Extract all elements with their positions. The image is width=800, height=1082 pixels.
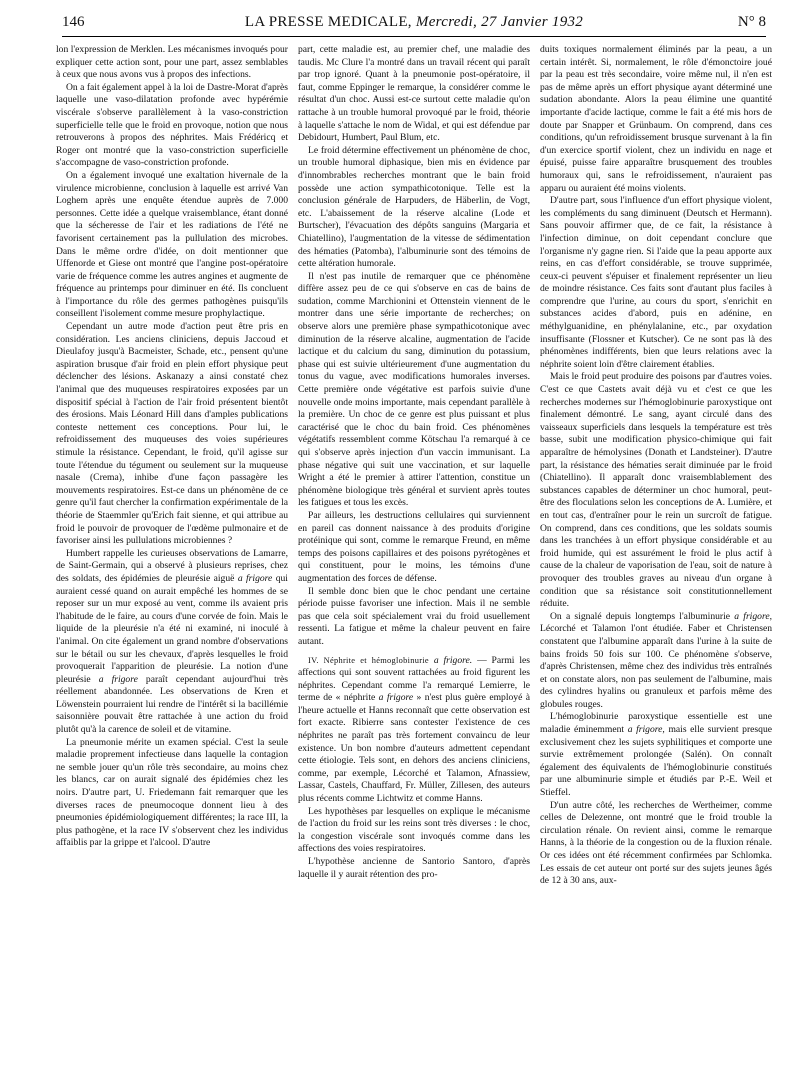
paragraph: On a également invoqué une exaltation hivernale de la virulence microbienne, conclusion à laquelle est arrivé Van Loghem après une enquête étendue auprès de 7.000 personnes. Cette idée a quelque vraisemblance, étant donné que la sécheresse de l'air et les radiations de l'été ne favorisent certainement pas la pullulation des microbes. Dans le même ordre d'idée, on doit mentionner que Uffenorde et Giese ont montré que l'angine post-opératoire varie de fréquence comme les autres angines et augmente de fréquence au printemps pour diminuer en été. Ils concluent à l'importance du rôle des germes pathogènes puisqu'ils conseillent l'isolement comme mesure prophylactique. (56, 169, 288, 320)
column-1 (56, 44, 288, 1072)
paragraph: Il semble donc bien que le choc pendant une certaine période puisse favoriser une infection. Mais il ne semble pas que cela soit spécialement vrai du froid usuellement ressenti. La fatigue et même la chaleur peuvent en faire autant. (298, 585, 530, 647)
paragraph: Cependant un autre mode d'action peut être pris en considération. Les anciens cliniciens, depuis Jaccoud et Dieulafoy jusqu'à Bacmeister, Schade, etc., pensent qu'une aspiration brusque d'air froid en plein effort physique peut déclencher des lésions. Askanazy a ainsi constaté chez l'animal que des muqueuses respiratoires exposées par un dispositif spécial à l'action de l'air froid présentent bientôt des érosions. Mais Léonard Hill dans d'amples publications conteste nettement ces conceptions. Pour lui, le refroidissement des muqueuses des voies supérieures stimule la résistance. Cependant, le froid, qu'il agisse sur toute l'étendue du tégument ou seulement sur la muqueuse nasale (Crema), inhibe d'une façon passagère les mouvements respiratoires. Est-ce dans un phénomène de ce genre qu'il faut chercher la confirmation expérimentale de la théorie de Staemmler qu'Erich fait sienne, et qui attribue au froid le pouvoir de provoquer de l'œdème pulmonaire et de favoriser ainsi les pullulations microbiennes ? (56, 321, 288, 547)
paragraph: part, cette maladie est, au premier chef, une maladie des taudis. Mc Clure l'a montré dans un travail récent qui paraît par trop ignoré. Quant à la pneumonie post-opératoire, il faut, comme Eppinger le remarque, la considérer comme le résultat d'un choc. Aussi est-ce surtout cette maladie qu'on rattache à un trouble humoral provoqué par le froid, théorie à laquelle s'attache le nom de Widal, et qui est défendue par Debidourt, Humbert, Paul Blum, etc. (298, 44, 530, 144)
paragraph: Les hypothèses par lesquelles on explique le mécanisme de l'action du froid sur les reins sont très diverses : le choc, la congestion viscérale sont invoqués comme dans les affections des voies respiratoires. (298, 805, 530, 855)
paragraph: On a signalé depuis longtemps l'albuminurie a frigore, Lécorché et Talamon l'ont étudiée. Faber et Christensen constatent que l'albumine apparaît dans l'urine à la suite de bains froids 50 fois sur 100. Ce phénomène s'observe, d'après Christensen, même chez des individus très entraînés et on constate alors, non pas seulement de l'albumine, mais des cylindres hyalins ou granuleux et parfois même des globules rouges. (540, 610, 772, 710)
paragraph: La pneumonie mérite un examen spécial. C'est la seule maladie proprement infectieuse dans laquelle la contagion ne semble jouer qu'un rôle très secondaire, au moins chez les blancs, car on aurait signalé des épidémies chez les noirs. D'autre part, U. Friedemann fait remarquer que les diverses races de pneumocoque donnent lieu à des pneumonies épidémiologiquement différentes; la race III, la plus pathogène, et la race IV s'observent chez les individus affaiblis par la grippe et l'alcool. D'autre (56, 736, 288, 849)
issue-date: Mercredi, 27 Janvier 1932 (415, 14, 584, 30)
issue-number: N° 8 (737, 14, 766, 30)
article-body (56, 44, 772, 1072)
journal-name: LA PRESSE MEDICALE, (244, 14, 412, 30)
paragraph: D'un autre côté, les recherches de Wertheimer, comme celles de Delezenne, ont montré que le froid trouble la circulation rénale. On revient ainsi, comme le remarque Hanns, à la théorie de la congestion ou de la fluxion rénale. Or ces idées ont été récemment confirmées par Schlomka. Les essais de cet auteur ont porté sur des sujets jeunes âgés de 12 à 30 ans, aux- (540, 799, 772, 887)
column-3 (540, 44, 772, 1072)
paragraph: Le froid détermine effectivement un phénomène de choc, un trouble humoral diphasique, bien mis en évidence par d'innombrables recherches montrant que le bain froid possède une action sympathicotonique. Telle est la conclusion générale de Harpuders, de Häberlin, de Vogt, etc. L'abaissement de la réserve alcaline (Lode et Burtscher), l'évacuation des dépôts sanguins (Margaria et Chiatellino), l'augmentation de la vitesse de sédimentation des hématies (Patomba), l'albuminurie sont des témoins de cette altération humorale. (298, 144, 530, 270)
paragraph: On a fait également appel à la loi de Dastre-Morat d'après laquelle une vaso-dilatation profonde avec hypérémie viscérale s'observe parallèlement à la vaso-constriction superficielle telle que le froid en provoque, notion que nous retrouverons à propos des néphrites. Mais Frédéricq et Roger ont montré que la vaso-constriction superficielle s'accompagne de vaso-constriction profonde. (56, 81, 288, 169)
column-2 (298, 44, 530, 1072)
paragraph: L'hypothèse ancienne de Santorio Santoro, d'après laquelle il y aurait rétention des pro- (298, 856, 530, 880)
page-number: 146 (62, 14, 85, 30)
running-title (62, 14, 766, 31)
paragraph: Humbert rappelle les curieuses observations de Lamarre, de Saint-Germain, qui a observé à plusieurs reprises, chez des soldats, des épidémies de pleurésie aiguë a frigore qui auraient cessé quand on aurait empêché les hommes de se reposer sur un mur exposé au vent, comme ils avaient pris l'habitude de le faire, au cours d'une corvée de foin. Mais le liquide de la pleurésie n'a été ni examiné, ni inoculé à l'animal. On cite également un grand nombre d'observations sur le bétail ou sur les chevaux, d'après lesquelles le froid provoquerait l'apparition de pleurésie. La notion d'une pleurésie a frigore paraît cependant aujourd'hui très réellement abandonnée. Les observations de Kren et Löwenstein pourraient lui rendre de l'intérêt si la bacillémie saisonnière pouvait être rattachée à une action du froid plutôt qu'à la carence de soleil et de vitamine. (56, 547, 288, 736)
paragraph: lon l'expression de Merklen. Les mécanismes invoqués pour expliquer cette action sont, pour une part, assez semblables à ceux que nous avons vus à propos des infections. (56, 44, 288, 81)
paragraph: Mais le froid peut produire des poisons par d'autres voies. C'est ce que Castets avait déjà vu et c'est ce que les recherches modernes sur l'hémoglobinurie paroxystique ont finalement démontré. Le sang, ayant circulé dans des vaisseaux superficiels dans lesquels la température est très basse, subit une modification physico-chimique qui fait apparaître de hémolysines (Donath et Landsteiner). D'autre part, la résistance des hématies serait diminuée par le froid (Chiatellino). Il apparaît donc vraisemblablement des substances capables de déterminer un choc humoral, peut-être des floculations selon les conceptions de A. Lumière, et en tout cas, d'entraîner pour le rein un surcroît de fatigue. On comprend, dans ces conditions, que les soldats soumis dans les tranchées à un effort physique considérable et au froid humide, qui est assurément le froid le plus actif à cause de la chaleur de vaporisation de l'eau, soit de nature à provoquer des troubles graves au niveau d'un organe à condition que sa résistance soit constitutionnellement réduite. (540, 371, 772, 610)
paragraph: duits toxiques normalement éliminés par la peau, a un certain intérêt. Si, normalement, le rôle d'émonctoire joué par la peau est très secondaire, voire même nul, il n'en est pas de même après un effort physique ayant déterminé une sudation abondante. Alors la peau élimine une quantité importante d'acide lactique, comme le fait a été mis hors de doute par Snapper et Grünbaum. On comprend, dans ces conditions, qu'un refroidissement brusque survenant à la fin d'un exercice sportif violent, chez un individu en nage et épuisé, puisse faire apparaître brusquement des troubles humoraux qui, sans le refroidissement, n'auraient pas apparu ou auraient été moins violents. (540, 44, 772, 194)
paragraph: Il n'est pas inutile de remarquer que ce phénomène diffère assez peu de ce qui s'observe en cas de bains de sudation, comme Marchionini et Ottenstein viennent de le montrer dans une série importante de recherches; on observe alors une première phase sympathicotonique avec diminution de la réserve alcaline, augmentation de l'acide lactique et du calcium du sang, diminution du potassium, phase qui est suivie ultérieurement d'une augmentation du tonus du vague, avec modifications humorales inverses. Cette première onde végétative est parfois suivie d'une nouvelle onde moins importante, mais cependant parallèle à la première. Un choc de ce genre est plus puissant et plus caractérisé que le choc du bain froid. Ces phénomènes végétatifs ressemblent comme Kötschau l'a remarqué à ce qui s'observe après injection d'un vaccin immunisant. La phase négative qui suit une vaccination, et sur laquelle Wright a été le premier à attirer l'attention, constitue un phénomène biologique très général et survient après toutes les fatigues et tous les excès. (298, 270, 530, 509)
page-header (62, 14, 766, 37)
section-heading-paragraph: IV. Néphrite et hémoglobinurie a frigore. — Parmi les affections qui sont souvent rattachées au froid figurent les néphrites. Cependant comme l'a remarqué Lemierre, le terme de « néphrite a frigore » n'est plus guère employé à l'heure actuelle et Hanns reconnaît que cette observation est fort exacte. Ribierre sans contester l'existence de ces néphrites ne paraît pas très fortement convaincu de leur existence. Un bon nombre d'auteurs admettent cependant cette étiologie. Tels sont, en dehors des anciens cliniciens, comme, par exemple, Lécorché et Talamon, Afnassiew, Lassar, Castels, Chauffard, Fr. Müller, Zillesen, des auteurs plus récents comme Lichtwitz et comme Hanns. (298, 654, 530, 805)
paragraph: D'autre part, sous l'influence d'un effort physique violent, les compléments du sang diminuent (Deutsch et Hermann). Sans pouvoir affirmer que, de ce fait, la résistance à l'infection diminue, on doit cependant conclure que l'organisme n'y gagne rien. Si l'aide que la peau apporte aux reins, en cas d'effort considérable, se trouve supprimée, ceux-ci peuvent s'épuiser et finalement représenter un lieu de moindre résistance. Ces faits sont d'autant plus faciles à comprendre que l'urine, au cours du sport, s'enrichit en substances acides d'abord, puis en adénine, en méthylguanidine, en phénylalanine, etc., par oxydation insuffisante (Flossner et Kutscher). Ce ne sont pas là des phénomènes indifférents, bien que leurs relations avec la néphrite soient loin d'être clairement établies. (540, 195, 772, 370)
paragraph: L'hémoglobinurie paroxystique essentielle est une maladie éminemment a frigore, mais elle survient presque exclusivement chez les sujets syphilitiques et comporte une survie extrêmement prolongée (Salén). On connaît également des équivalents de l'hémoglobinurie constitués par une albuminurie simple et étudiés par P.-E. Weil et Stieffel. (540, 711, 772, 799)
section-heading: IV. Néphrite et hémoglobinurie (308, 655, 429, 665)
paragraph: Par ailleurs, les destructions cellulaires qui surviennent en pareil cas donnent naissance à des produits d'origine protéinique qui sont, comme le remarque Freund, en même temps des poisons capillaires et des poisons pyrétogènes et qui constituent, pour le moins, les témoins d'une augmentation des forces de défense. (298, 509, 530, 584)
